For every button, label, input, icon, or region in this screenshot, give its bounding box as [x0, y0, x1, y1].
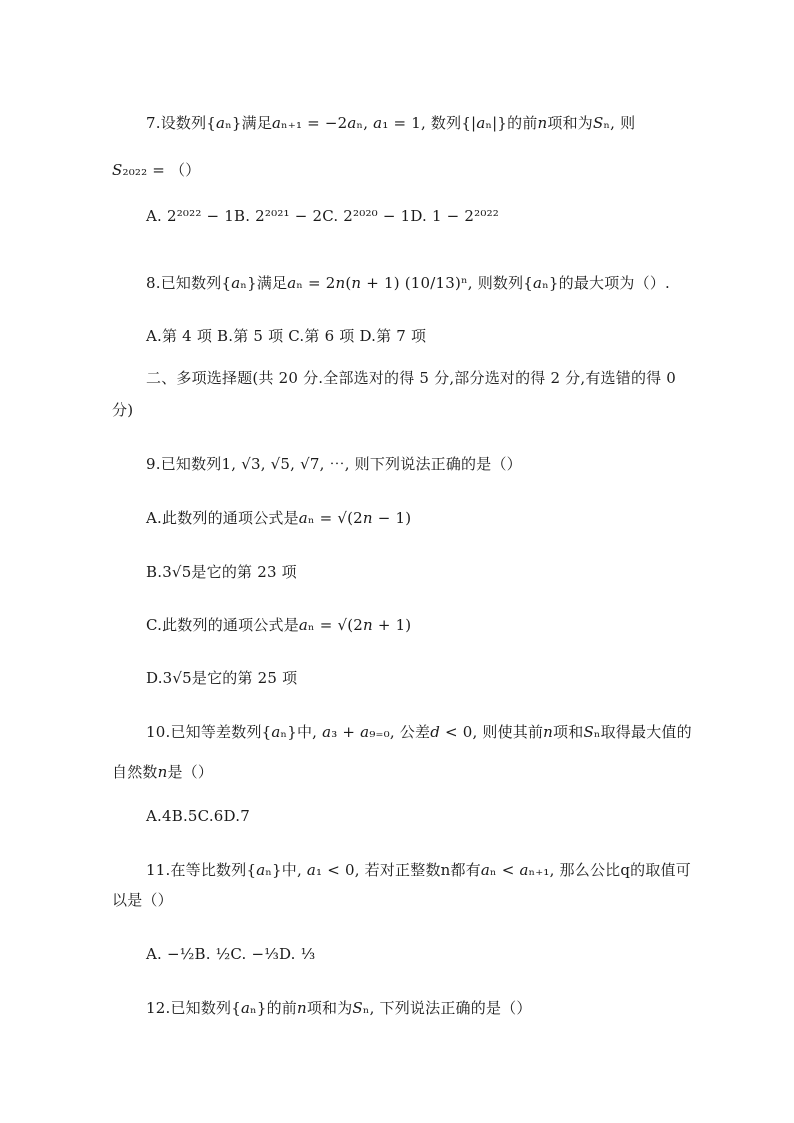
q9-option-b: B.3√5是它的第 23 项 — [146, 563, 297, 581]
q8-options: A.第 4 项 B.第 5 项 C.第 6 项 D.第 7 项 — [146, 327, 427, 345]
q7-line-1: 7.设数列{𝑎ₙ}满足𝑎ₙ₊₁ = −2𝑎ₙ, 𝑎₁ = 1, 数列{|𝑎ₙ|}的前𝑛项和为𝑆ₙ, 则 — [146, 114, 636, 132]
q10-line-2: 自然数𝑛是（） — [112, 763, 214, 781]
q9-stem: 9.已知数列1, √3, √5, √7, ⋯, 则下列说法正确的是（） — [146, 455, 522, 473]
q9-option-a: A.此数列的通项公式是𝑎ₙ = √(2𝑛 − 1) — [146, 509, 412, 527]
q8-line-1: 8.已知数列{𝑎ₙ}满足𝑎ₙ = 2𝑛(𝑛 + 1) (10/13)ⁿ, 则数列{𝑎ₙ}的最大项为（）. — [146, 274, 670, 292]
section-heading-line-2: 分) — [112, 401, 134, 419]
q10-line-1: 10.已知等差数列{𝑎ₙ}中, 𝑎₃ + 𝑎₉₌₀, 公差𝑑 < 0, 则使其前𝑛项和𝑆ₙ取得最大值的 — [146, 723, 692, 741]
q11-line-1: 11.在等比数列{𝑎ₙ}中, 𝑎₁ < 0, 若对正整数n都有𝑎ₙ < 𝑎ₙ₊₁, 那么公比q的取值可 — [146, 861, 691, 879]
q11-options: A. −½B. ½C. −⅓D. ⅓ — [146, 945, 316, 963]
section-heading-line-1: 二、多项选择题(共 20 分.全部选对的得 5 分,部分选对的得 2 分,有选错的得 0 — [146, 369, 677, 387]
q7-line-2: 𝑆₂₀₂₂ = （） — [112, 161, 201, 179]
q7-options: A. 2²⁰²² − 1B. 2²⁰²¹ − 2C. 2²⁰²⁰ − 1D. 1 − 2²⁰²² — [146, 207, 500, 225]
q9-option-c: C.此数列的通项公式是𝑎ₙ = √(2𝑛 + 1) — [146, 616, 412, 634]
q12-stem: 12.已知数列{𝑎ₙ}的前𝑛项和为𝑆ₙ, 下列说法正确的是（） — [146, 999, 532, 1017]
q11-line-2: 以是（） — [112, 891, 173, 909]
q9-option-d: D.3√5是它的第 25 项 — [146, 669, 298, 687]
q10-options: A.4B.5C.6D.7 — [146, 807, 250, 825]
